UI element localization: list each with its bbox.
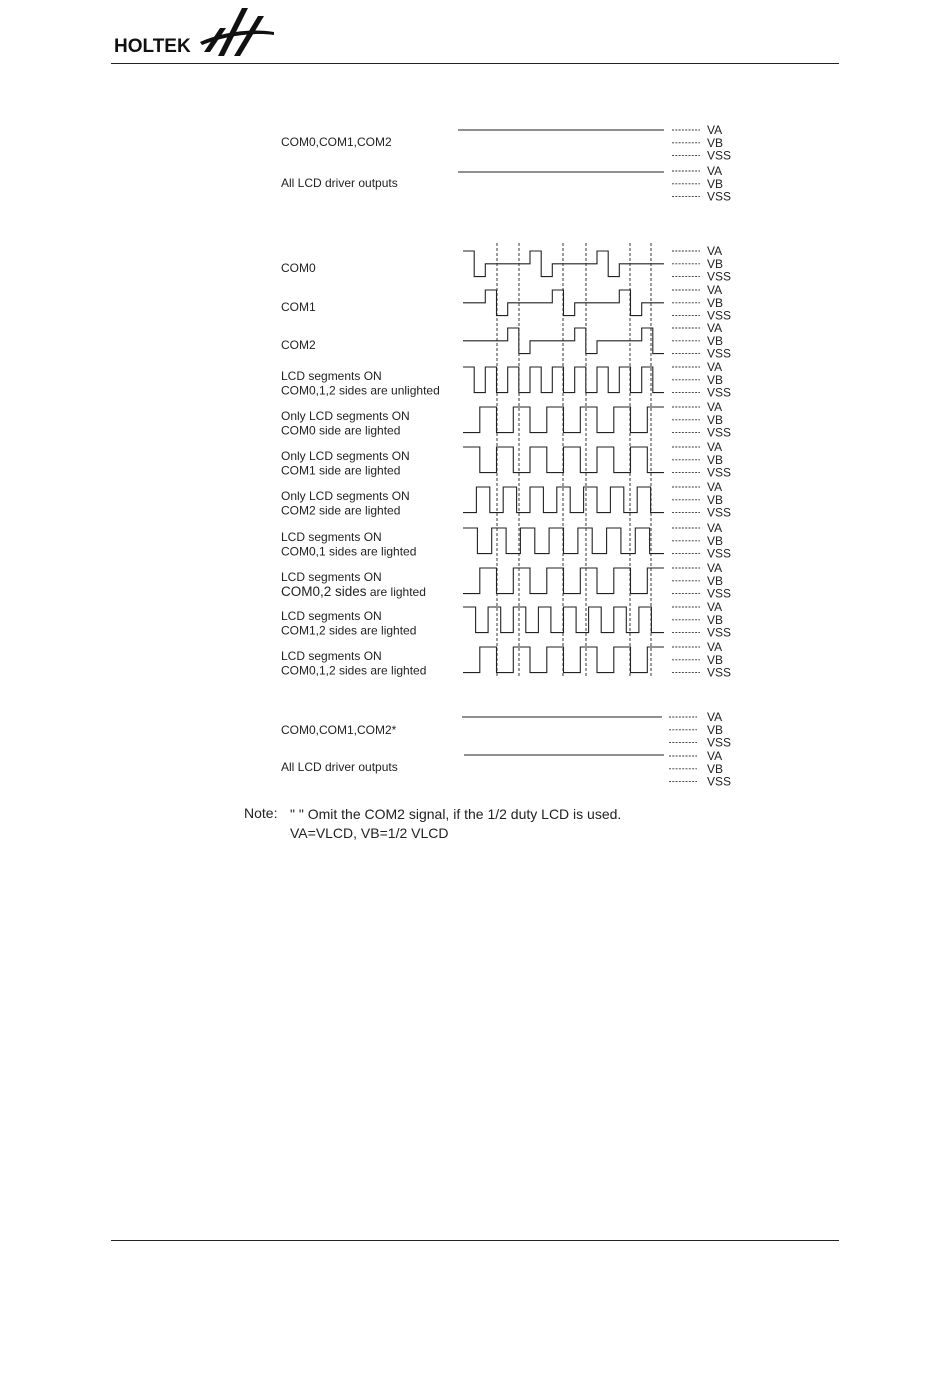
waveform-row-6-trace bbox=[463, 487, 664, 513]
waveforms bbox=[463, 251, 664, 673]
timing-dividers bbox=[497, 243, 651, 678]
top-row-label-outputs: All LCD driver outputs bbox=[281, 176, 398, 190]
top-output-level-vss-label: VSS bbox=[707, 189, 732, 204]
waveform-row-8-level-vb-label: VB bbox=[707, 573, 724, 588]
waveform-row-6-level-va-label: VA bbox=[707, 480, 723, 494]
top-com-level-va-label: VA bbox=[707, 123, 723, 137]
waveform-row-7-level-vb-label: VB bbox=[707, 533, 724, 548]
note-line-1: " " Omit the COM2 signal, if the 1/2 duty LCD is used. bbox=[290, 806, 622, 822]
waveform-row-9-level-vb-label: VB bbox=[707, 612, 724, 627]
waveform-row-0-level-va-label: VA bbox=[707, 244, 723, 258]
top-section bbox=[281, 123, 731, 204]
waveform-row-0-level-vss-label: VSS bbox=[707, 269, 732, 284]
waveform-row-5-level-vss-label: VSS bbox=[707, 465, 732, 480]
waveform-row-7-level-vss-label: VSS bbox=[707, 546, 732, 561]
waveform-row-9-level-vss-label: VSS bbox=[707, 625, 732, 640]
waveform-row-2-level-vss-label: VSS bbox=[707, 346, 732, 361]
waveform-row-0-trace bbox=[463, 251, 664, 277]
bottom-output-level-vss-label: VSS bbox=[707, 774, 732, 789]
bottom-level-markers bbox=[669, 710, 731, 789]
waveform-row-8-label-rest: are lighted bbox=[366, 585, 426, 599]
waveform-row-8-level-va-label: VA bbox=[707, 561, 723, 575]
bottom-output-level-va-label: VA bbox=[707, 749, 723, 763]
waveform-row-0-label-0: COM0 bbox=[281, 261, 316, 275]
waveform-row-1-level-vb-label: VB bbox=[707, 295, 724, 310]
waveform-row-9-label-0: LCD segments ON bbox=[281, 609, 382, 623]
waveform-row-10-level-vb-label: VB bbox=[707, 652, 724, 667]
waveform-row-9-label-1: COM1,2 sides are lighted bbox=[281, 623, 417, 638]
waveform-row-5-label-1: COM1 side are lighted bbox=[281, 463, 401, 478]
waveform-row-7-label-0: LCD segments ON bbox=[281, 530, 382, 544]
note-line-2: VA=VLCD, VB=1/2 VLCD bbox=[290, 825, 449, 841]
waveform-row-6-level-vb-label: VB bbox=[707, 492, 724, 507]
waveform-row-10-label-0: LCD segments ON bbox=[281, 649, 382, 663]
waveform-row-4-trace bbox=[463, 407, 664, 433]
top-output-level-va-label: VA bbox=[707, 164, 723, 178]
waveform-row-5-level-vb-label: VB bbox=[707, 452, 724, 467]
waveform-row-9-level-va-label: VA bbox=[707, 600, 723, 614]
waveform-row-7-label-1: COM0,1 sides are lighted bbox=[281, 544, 417, 559]
bottom-com-level-vb-label: VB bbox=[707, 722, 724, 737]
waveform-row-1-level-va-label: VA bbox=[707, 283, 723, 297]
waveform-row-8-label-0: LCD segments ON bbox=[281, 570, 382, 584]
waveform-row-9-trace bbox=[463, 607, 664, 633]
waveform-row-4-label-1: COM0 side are lighted bbox=[281, 423, 401, 438]
waveform-level-markers bbox=[672, 244, 731, 680]
footer-rule bbox=[111, 1240, 839, 1241]
waveform-row-3-trace bbox=[463, 367, 664, 393]
waveform-row-6-label-0: Only LCD segments ON bbox=[281, 489, 410, 503]
bottom-row-label-outputs: All LCD driver outputs bbox=[281, 760, 398, 774]
waveform-row-3-label-1: COM0,1,2 sides are unlighted bbox=[281, 383, 440, 398]
waveform-row-3-level-vb-label: VB bbox=[707, 372, 724, 387]
top-com-level-vb-label: VB bbox=[707, 135, 724, 150]
waveform-row-10-level-vss-label: VSS bbox=[707, 665, 732, 680]
waveform-row-7-level-va-label: VA bbox=[707, 521, 723, 535]
waveform-row-2-level-vb-label: VB bbox=[707, 333, 724, 348]
waveform-row-6-label-1: COM2 side are lighted bbox=[281, 503, 401, 518]
waveform-row-3-label-0: LCD segments ON bbox=[281, 369, 382, 383]
waveform-row-3-level-vss-label: VSS bbox=[707, 385, 732, 400]
top-level-markers bbox=[672, 123, 731, 204]
waveform-row-1-label-0: COM1 bbox=[281, 300, 316, 314]
waveform-row-5-label-0: Only LCD segments ON bbox=[281, 449, 410, 463]
waveform-row-10-trace bbox=[463, 647, 664, 673]
bottom-output-level-vb-label: VB bbox=[707, 761, 724, 776]
top-com-level-vss-label: VSS bbox=[707, 148, 732, 163]
note-label: Note: bbox=[244, 805, 278, 821]
top-row-label-com: COM0,COM1,COM2 bbox=[281, 135, 392, 149]
waveform-row-10-label-1: COM0,1,2 sides are lighted bbox=[281, 663, 427, 678]
waveform-row-8-level-vss-label: VSS bbox=[707, 586, 732, 601]
waveform-row-2-trace bbox=[463, 328, 664, 354]
bottom-com-level-va-label: VA bbox=[707, 710, 723, 724]
bottom-com-level-vss-label: VSS bbox=[707, 735, 732, 750]
waveform-row-5-trace bbox=[463, 447, 664, 473]
waveform-row-4-label-0: Only LCD segments ON bbox=[281, 409, 410, 423]
logo-wordmark: HOLTEK bbox=[114, 36, 191, 57]
waveform-section bbox=[281, 243, 731, 680]
waveform-row-1-level-vss-label: VSS bbox=[707, 308, 732, 323]
waveform-row-8-label-emph: COM0,2 sides bbox=[281, 584, 367, 599]
waveform-row-4-level-vb-label: VB bbox=[707, 412, 724, 427]
waveform-row-8-label-1 bbox=[281, 584, 426, 599]
waveform-row-6-level-vss-label: VSS bbox=[707, 505, 732, 520]
waveform-row-3-level-va-label: VA bbox=[707, 360, 723, 374]
waveform-row-10-level-va-label: VA bbox=[707, 640, 723, 654]
waveform-row-4-level-va-label: VA bbox=[707, 400, 723, 414]
waveform-row-4-level-vss-label: VSS bbox=[707, 425, 732, 440]
waveform-labels bbox=[281, 261, 440, 678]
waveform-row-1-trace bbox=[463, 290, 664, 316]
bottom-section bbox=[281, 710, 731, 789]
waveform-row-2-label-0: COM2 bbox=[281, 338, 316, 352]
waveform-row-8-trace bbox=[463, 568, 664, 594]
waveform-row-7-trace bbox=[463, 528, 664, 554]
waveform-row-5-level-va-label: VA bbox=[707, 440, 723, 454]
top-output-level-vb-label: VB bbox=[707, 176, 724, 191]
waveform-row-2-level-va-label: VA bbox=[707, 321, 723, 335]
waveform-row-0-level-vb-label: VB bbox=[707, 256, 724, 271]
bottom-row-label-com: COM0,COM1,COM2* bbox=[281, 723, 397, 737]
